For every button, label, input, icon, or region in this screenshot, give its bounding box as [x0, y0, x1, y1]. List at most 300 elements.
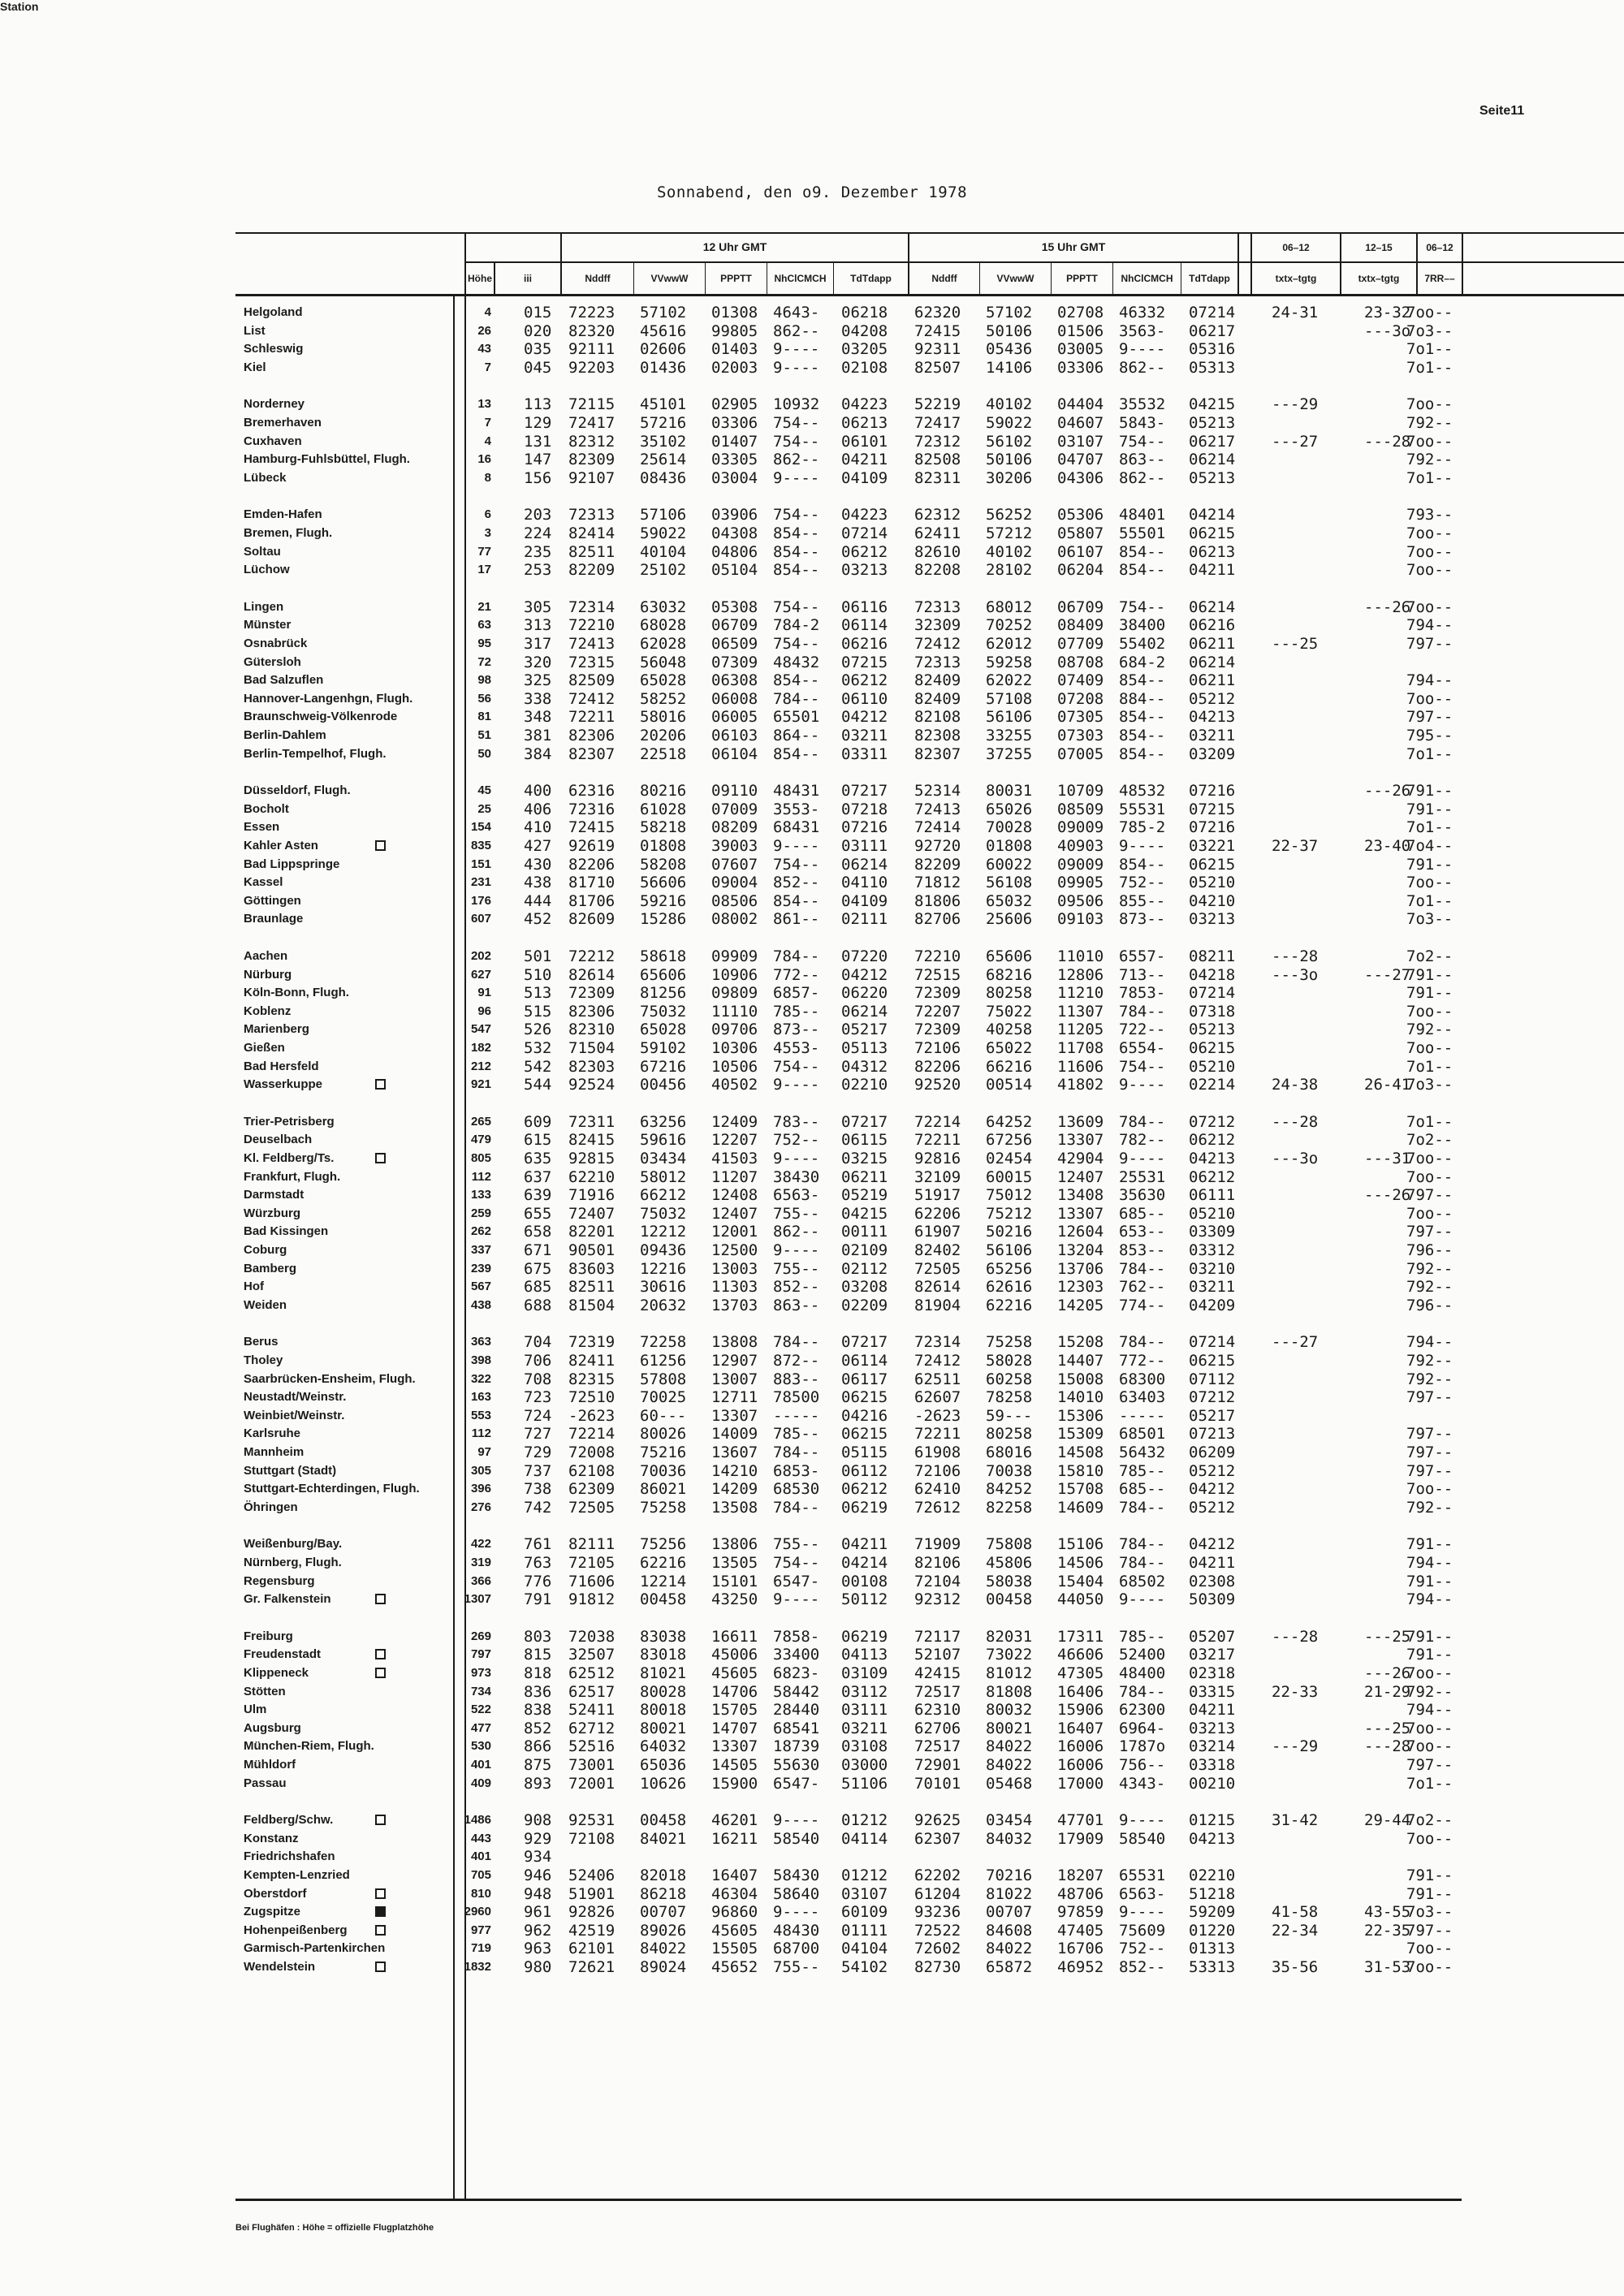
obs-15-cell: 42415: [914, 1664, 961, 1682]
obs-15-cell: 08409: [1057, 616, 1104, 634]
obs-12-cell: 12409: [711, 1113, 758, 1131]
obs-15-cell: 46952: [1057, 1958, 1104, 1976]
obs-15-cell: 82706: [914, 910, 961, 928]
obs-15-cell: 17311: [1057, 1628, 1104, 1646]
obs-12-cell: 92111: [568, 340, 615, 358]
obs-15-cell: 68012: [986, 598, 1033, 616]
obs-15-cell: 80032: [986, 1701, 1033, 1719]
obs-15-cell: 05210: [1189, 874, 1236, 891]
obs-15-cell: 862--: [1119, 469, 1166, 487]
obs-15-cell: 6557-: [1119, 947, 1166, 965]
precip-06-12: 7o1--: [1406, 469, 1453, 487]
date-title: Sonnabend, den o9. Dezember 1978: [656, 183, 968, 201]
obs-12-cell: 92826: [568, 1903, 615, 1921]
mountain-station-marker-icon: [375, 1594, 386, 1604]
obs-12-cell: 30616: [640, 1278, 687, 1296]
station-id: 961: [524, 1903, 552, 1921]
obs-12-cell: 72407: [568, 1205, 615, 1223]
station-id: 317: [524, 635, 552, 653]
obs-15-cell: 03217: [1189, 1646, 1236, 1664]
station-name: Norderney: [244, 397, 305, 411]
obs-15-cell: 51218: [1189, 1885, 1236, 1903]
obs-15-cell: 15309: [1057, 1425, 1104, 1443]
obs-15-cell: 75212: [986, 1205, 1033, 1223]
obs-12-cell: 65036: [640, 1756, 687, 1774]
station-id: 655: [524, 1205, 552, 1223]
obs-15-cell: 10709: [1057, 782, 1104, 800]
station-height: 98: [477, 673, 491, 687]
obs-15-cell: 15404: [1057, 1573, 1104, 1590]
obs-15-cell: 13204: [1057, 1241, 1104, 1259]
obs-15-cell: 05207: [1189, 1628, 1236, 1646]
obs-12-cell: 20632: [640, 1297, 687, 1314]
obs-15-cell: 60015: [986, 1168, 1033, 1186]
station-id: 852: [524, 1720, 552, 1737]
obs-15-cell: 06215: [1189, 856, 1236, 874]
obs-12-cell: 00108: [841, 1573, 888, 1590]
obs-15-cell: 72414: [914, 818, 961, 836]
obs-15-cell: 72210: [914, 947, 961, 965]
obs-12-cell: 62316: [568, 782, 615, 800]
obs-12-cell: 9----: [773, 1811, 820, 1829]
station-name: Bremen, Flugh.: [244, 526, 333, 540]
station-name: Bad Kissingen: [244, 1224, 329, 1238]
obs-15-cell: 72106: [914, 1039, 961, 1057]
obs-15-cell: 65531: [1119, 1867, 1166, 1884]
obs-15-cell: 81904: [914, 1297, 961, 1314]
obs-15-cell: 752--: [1119, 1940, 1166, 1957]
obs-15-cell: 07212: [1189, 1388, 1236, 1406]
obs-15-cell: 38400: [1119, 616, 1166, 634]
obs-12-cell: 58218: [640, 818, 687, 836]
station-height: 95: [477, 637, 491, 650]
station-height: 547: [470, 1022, 491, 1036]
obs-12-cell: 59616: [640, 1131, 687, 1149]
station-height: 262: [470, 1224, 491, 1238]
station-height: 7: [484, 416, 491, 429]
obs-12-cell: 754--: [773, 506, 820, 524]
obs-12-cell: 03111: [841, 837, 888, 855]
obs-12-cell: 854--: [773, 745, 820, 763]
obs-12-cell: 82511: [568, 1278, 615, 1296]
obs-12-cell: 58540: [773, 1830, 820, 1848]
col12-vvwww: VVwwW: [650, 273, 689, 284]
station-name: Passau: [244, 1776, 287, 1790]
station-name: Braunlage: [244, 912, 304, 926]
obs-15-cell: 05213: [1189, 414, 1236, 432]
obs-15-cell: 07208: [1057, 690, 1104, 708]
obs-12-cell: 15705: [711, 1701, 758, 1719]
obs-12-cell: 754--: [773, 414, 820, 432]
obs-12-cell: 09809: [711, 984, 758, 1002]
obs-12-cell: 68431: [773, 818, 820, 836]
obs-12-cell: 81256: [640, 984, 687, 1002]
obs-12-cell: 06212: [841, 1480, 888, 1498]
station-height: 97: [477, 1445, 491, 1459]
precip-06-12: 791--: [1406, 856, 1453, 874]
obs-12-cell: 9----: [773, 1076, 820, 1094]
station-name: Stuttgart-Echterdingen, Flugh.: [244, 1482, 420, 1495]
obs-12-cell: 4643-: [773, 304, 820, 322]
obs-15-cell: 72313: [914, 598, 961, 616]
obs-12-cell: 58442: [773, 1683, 820, 1701]
obs-15-cell: 11010: [1057, 947, 1104, 965]
obs-12-cell: 06213: [841, 414, 888, 432]
obs-15-cell: 65026: [986, 801, 1033, 818]
station-height: 398: [470, 1353, 491, 1367]
precip-06-12: 792--: [1406, 1370, 1453, 1388]
obs-12-cell: 04109: [841, 469, 888, 487]
precip-06-12: 797--: [1406, 1462, 1453, 1480]
station-height: 2960: [464, 1905, 491, 1918]
precip-06-12: 792--: [1406, 1683, 1453, 1701]
obs-15-cell: 9----: [1119, 1150, 1166, 1167]
obs-15-cell: 06209: [1189, 1444, 1236, 1461]
mountain-station-marker-icon: [375, 1962, 386, 1972]
col15-clouds: NhClCMCH: [1121, 273, 1173, 284]
obs-12-cell: 70025: [640, 1388, 687, 1406]
obs-15-cell: 52107: [914, 1646, 961, 1664]
obs-12-cell: 56048: [640, 654, 687, 671]
obs-12-cell: 06214: [841, 1003, 888, 1021]
obs-12-cell: 6563-: [773, 1186, 820, 1204]
obs-15-cell: 685--: [1119, 1480, 1166, 1498]
obs-12-cell: 7858-: [773, 1628, 820, 1646]
station-name: Cuxhaven: [244, 434, 302, 448]
obs-15-cell: 72515: [914, 966, 961, 984]
obs-15-cell: 84252: [986, 1480, 1033, 1498]
precip-06-12: 794--: [1406, 1590, 1453, 1608]
obs-12-cell: 12711: [711, 1388, 758, 1406]
obs-15-cell: 72214: [914, 1113, 961, 1131]
obs-12-cell: 35102: [640, 433, 687, 451]
temp-range-06-12: ---28: [1272, 1113, 1319, 1131]
obs-12-cell: 16611: [711, 1628, 758, 1646]
obs-12-cell: 04110: [841, 874, 888, 891]
obs-12-cell: 59102: [640, 1039, 687, 1057]
obs-15-cell: 50106: [986, 322, 1033, 340]
station-height: 231: [470, 875, 491, 889]
station-name: Kl. Feldberg/Ts.: [244, 1151, 335, 1165]
obs-15-cell: 57108: [986, 690, 1033, 708]
col12-nddff: Nddff: [585, 273, 611, 284]
obs-15-cell: 9----: [1119, 1903, 1166, 1921]
obs-15-cell: 64252: [986, 1113, 1033, 1131]
obs-15-cell: 52219: [914, 395, 961, 413]
station-height: 422: [470, 1537, 491, 1551]
obs-15-cell: 12604: [1057, 1223, 1104, 1241]
station-id: 946: [524, 1867, 552, 1884]
obs-12-cell: 06114: [841, 1352, 888, 1370]
obs-12-cell: 04114: [841, 1830, 888, 1848]
obs-12-cell: 04312: [841, 1058, 888, 1076]
obs-12-cell: 99805: [711, 322, 758, 340]
station-name: Kahler Asten: [244, 839, 318, 852]
obs-12-cell: 03434: [640, 1150, 687, 1167]
obs-15-cell: 05210: [1189, 1058, 1236, 1076]
precip-06-12: 797--: [1406, 1756, 1453, 1774]
station-height: 17: [477, 563, 491, 576]
obs-12-cell: 65501: [773, 708, 820, 726]
station-name: Hannover-Langenhgn, Flugh.: [244, 692, 413, 706]
obs-15-cell: 56102: [986, 433, 1033, 451]
obs-15-cell: 62320: [914, 304, 961, 322]
obs-12-cell: 82111: [568, 1535, 615, 1553]
obs-12-cell: 62210: [568, 1168, 615, 1186]
obs-15-cell: 4343-: [1119, 1775, 1166, 1793]
rule-top-12: [464, 232, 1624, 234]
obs-15-cell: 80258: [986, 1425, 1033, 1443]
obs-15-cell: 06111: [1189, 1186, 1236, 1204]
station-height: 259: [470, 1206, 491, 1220]
height-header: Höhe: [468, 273, 492, 284]
obs-12-cell: 38430: [773, 1168, 820, 1186]
obs-12-cell: 81710: [568, 874, 615, 891]
obs-15-cell: 15906: [1057, 1701, 1104, 1719]
obs-12-cell: 12500: [711, 1241, 758, 1259]
obs-12-cell: 18739: [773, 1737, 820, 1755]
precip-06-12: 792--: [1406, 451, 1453, 468]
obs-12-cell: 14706: [711, 1683, 758, 1701]
obs-12-cell: 72505: [568, 1499, 615, 1517]
obs-15-cell: 04214: [1189, 506, 1236, 524]
obs-15-cell: 59022: [986, 414, 1033, 432]
obs-12-cell: 06215: [841, 1425, 888, 1443]
obs-12-cell: 09110: [711, 782, 758, 800]
obs-15-cell: 70038: [986, 1462, 1033, 1480]
obs-15-cell: 05212: [1189, 1462, 1236, 1480]
obs-12-cell: 62517: [568, 1683, 615, 1701]
obs-15-cell: 62411: [914, 524, 961, 542]
obs-12-cell: 90501: [568, 1241, 615, 1259]
obs-15-cell: 9----: [1119, 1590, 1166, 1608]
obs-12-cell: 9----: [773, 837, 820, 855]
obs-15-cell: 72612: [914, 1499, 961, 1517]
index-header: iii: [523, 273, 532, 284]
obs-12-cell: 06214: [841, 856, 888, 874]
station-name: Mannheim: [244, 1445, 304, 1459]
precip-06-12: 797--: [1406, 635, 1453, 653]
obs-12-cell: 92531: [568, 1811, 615, 1829]
precip-06-12: 7o1--: [1406, 359, 1453, 377]
obs-12-cell: 92524: [568, 1076, 615, 1094]
station-height: 1307: [464, 1592, 491, 1606]
obs-12-cell: 75258: [640, 1499, 687, 1517]
obs-12-cell: 51106: [841, 1775, 888, 1793]
station-height: 276: [470, 1500, 491, 1514]
station-height: 409: [470, 1776, 491, 1790]
station-id: 635: [524, 1150, 552, 1167]
station-id: 131: [524, 433, 552, 451]
obs-15-cell: 07005: [1057, 745, 1104, 763]
obs-15-cell: 13307: [1057, 1205, 1104, 1223]
obs-12-cell: 82201: [568, 1223, 615, 1241]
obs-12-cell: 48430: [773, 1922, 820, 1940]
precip-06-12: 7oo--: [1406, 1205, 1453, 1223]
obs-15-cell: 72413: [914, 801, 961, 818]
obs-15-cell: 82106: [914, 1554, 961, 1572]
obs-12-cell: 08506: [711, 892, 758, 910]
station-id: 410: [524, 818, 552, 836]
obs-15-cell: 03213: [1189, 1720, 1236, 1737]
obs-12-cell: 72210: [568, 616, 615, 634]
station-name: Kassel: [244, 875, 283, 889]
station-name: Schleswig: [244, 342, 304, 356]
obs-15-cell: 03210: [1189, 1260, 1236, 1278]
obs-12-cell: 04113: [841, 1646, 888, 1664]
obs-15-cell: 05210: [1189, 1205, 1236, 1223]
station-height: 202: [470, 949, 491, 963]
obs-15-cell: 82209: [914, 856, 961, 874]
obs-15-cell: 25531: [1119, 1168, 1166, 1186]
obs-15-cell: 62616: [986, 1278, 1033, 1296]
obs-15-cell: 72417: [914, 414, 961, 432]
station-height: 705: [470, 1868, 491, 1882]
obs-15-cell: 07214: [1189, 304, 1236, 322]
obs-15-cell: 784--: [1119, 1333, 1166, 1351]
obs-15-cell: 774--: [1119, 1297, 1166, 1314]
obs-12-cell: 06308: [711, 671, 758, 689]
obs-12-cell: 07607: [711, 856, 758, 874]
station-name: Garmisch-Partenkirchen: [244, 1941, 386, 1955]
obs-12-cell: 80018: [640, 1701, 687, 1719]
obs-15-cell: 62202: [914, 1867, 961, 1884]
obs-15-cell: 57102: [986, 304, 1033, 322]
obs-15-cell: 06211: [1189, 635, 1236, 653]
station-height: 16: [477, 452, 491, 466]
r3-sub-header: 7RR––: [1424, 273, 1455, 284]
precip-06-12: 7oo--: [1406, 1150, 1453, 1167]
obs-15-cell: 06214: [1189, 654, 1236, 671]
obs-15-cell: 59258: [986, 654, 1033, 671]
station-name: Hamburg-Fuhlsbüttel, Flugh.: [244, 452, 410, 466]
station-id: 815: [524, 1646, 552, 1664]
precip-06-12: 797--: [1406, 1922, 1453, 1940]
obs-12-cell: 80026: [640, 1425, 687, 1443]
obs-15-cell: 15306: [1057, 1407, 1104, 1425]
obs-15-cell: 15208: [1057, 1333, 1104, 1351]
obs-12-cell: 00707: [640, 1903, 687, 1921]
station-id: 348: [524, 708, 552, 726]
obs-15-cell: 72106: [914, 1462, 961, 1480]
obs-12-cell: 03215: [841, 1150, 888, 1167]
obs-15-cell: 05807: [1057, 524, 1104, 542]
obs-12-cell: 12214: [640, 1573, 687, 1590]
obs-12-cell: 72105: [568, 1554, 615, 1572]
obs-15-cell: 61908: [914, 1444, 961, 1461]
obs-12-cell: 754--: [773, 598, 820, 616]
precip-06-12: 791--: [1406, 1867, 1453, 1884]
station-id: 963: [524, 1940, 552, 1957]
obs-12-cell: 05115: [841, 1444, 888, 1461]
obs-15-cell: 92816: [914, 1150, 961, 1167]
station-height: 305: [470, 1464, 491, 1478]
obs-12-cell: 75032: [640, 1003, 687, 1021]
obs-15-cell: 01220: [1189, 1922, 1236, 1940]
obs-15-cell: 71812: [914, 874, 961, 891]
obs-15-cell: 71909: [914, 1535, 961, 1553]
obs-15-cell: 09103: [1057, 910, 1104, 928]
obs-12-cell: 72417: [568, 414, 615, 432]
obs-15-cell: 02210: [1189, 1867, 1236, 1884]
obs-12-cell: 72412: [568, 690, 615, 708]
station-name: Kiel: [244, 360, 266, 374]
station-height: 25: [477, 802, 491, 816]
precip-06-12: 791--: [1406, 966, 1453, 984]
station-name: Münster: [244, 618, 292, 632]
obs-12-cell: 60---: [640, 1407, 687, 1425]
obs-15-cell: 07216: [1189, 782, 1236, 800]
obs-15-cell: 782--: [1119, 1131, 1166, 1149]
obs-12-cell: 86218: [640, 1885, 687, 1903]
station-id: 253: [524, 561, 552, 579]
obs-12-cell: 01308: [711, 304, 758, 322]
obs-15-cell: 84608: [986, 1922, 1033, 1940]
obs-12-cell: 59216: [640, 892, 687, 910]
obs-15-cell: 66216: [986, 1058, 1033, 1076]
obs-15-cell: 65606: [986, 947, 1033, 965]
precip-06-12: 797--: [1406, 1223, 1453, 1241]
obs-12-cell: 62309: [568, 1480, 615, 1498]
obs-15-cell: 15708: [1057, 1480, 1104, 1498]
obs-12-cell: 07218: [841, 801, 888, 818]
obs-12-cell: 13307: [711, 1737, 758, 1755]
obs-12-cell: 72115: [568, 395, 615, 413]
obs-12-cell: 852--: [773, 1278, 820, 1296]
obs-15-cell: 772--: [1119, 1352, 1166, 1370]
obs-15-cell: 62307: [914, 1830, 961, 1848]
obs-15-cell: 72309: [914, 984, 961, 1002]
obs-15-cell: 56108: [986, 874, 1033, 891]
station-id: 962: [524, 1922, 552, 1940]
precip-06-12: 792--: [1406, 1352, 1453, 1370]
obs-12-cell: 11303: [711, 1278, 758, 1296]
obs-15-cell: 03312: [1189, 1241, 1236, 1259]
obs-12-cell: 81706: [568, 892, 615, 910]
obs-15-cell: 53313: [1189, 1958, 1236, 1976]
station-height: 7: [484, 360, 491, 374]
obs-15-cell: 12806: [1057, 966, 1104, 984]
obs-12-cell: 6547-: [773, 1775, 820, 1793]
obs-12-cell: 06709: [711, 616, 758, 634]
obs-15-cell: 04707: [1057, 451, 1104, 468]
station-height: 21: [477, 600, 491, 614]
obs-12-cell: 10506: [711, 1058, 758, 1076]
obs-15-cell: 784--: [1119, 1554, 1166, 1572]
station-id: 510: [524, 966, 552, 984]
obs-15-cell: 81012: [986, 1664, 1033, 1682]
obs-15-cell: 06214: [1189, 451, 1236, 468]
obs-12-cell: 02108: [841, 359, 888, 377]
station-height: 607: [470, 912, 491, 926]
station-name: Frankfurt, Flugh.: [244, 1170, 341, 1184]
obs-12-cell: 01407: [711, 433, 758, 451]
obs-12-cell: 04216: [841, 1407, 888, 1425]
obs-12-cell: 82511: [568, 543, 615, 561]
obs-15-cell: 784--: [1119, 1003, 1166, 1021]
station-id: 045: [524, 359, 552, 377]
obs-15-cell: 11307: [1057, 1003, 1104, 1021]
obs-15-cell: 82206: [914, 1058, 961, 1076]
station-id: 727: [524, 1425, 552, 1443]
precip-06-12: 791--: [1406, 1573, 1453, 1590]
obs-15-cell: 06212: [1189, 1131, 1236, 1149]
obs-15-cell: 01215: [1189, 1811, 1236, 1829]
obs-15-cell: 03107: [1057, 433, 1104, 451]
station-id: 338: [524, 690, 552, 708]
obs-15-cell: 07112: [1189, 1370, 1236, 1388]
obs-15-cell: 06709: [1057, 598, 1104, 616]
